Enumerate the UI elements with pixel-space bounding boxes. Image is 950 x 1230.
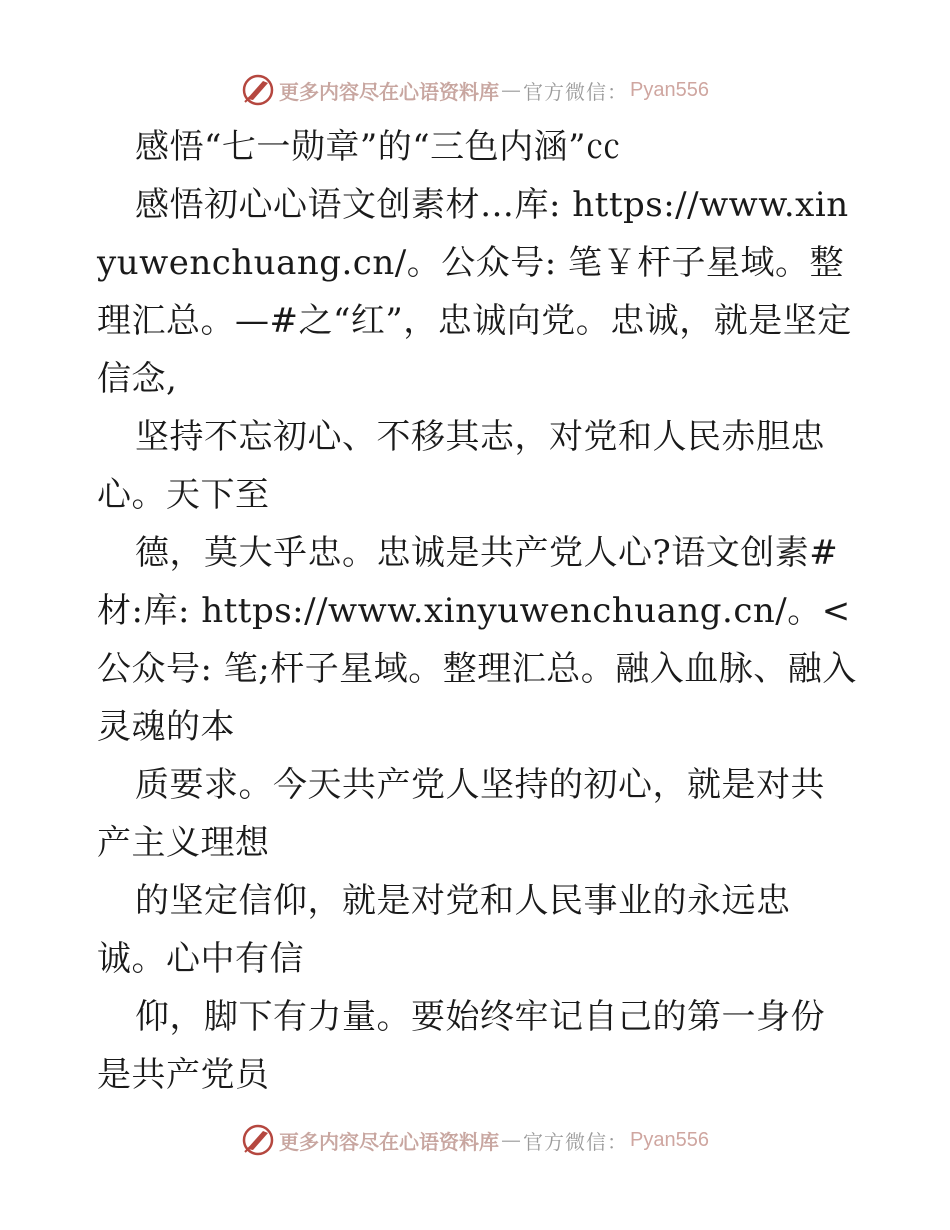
quill-pen-icon xyxy=(241,73,275,107)
footer-watermark-banner xyxy=(0,1120,950,1160)
promo-text: 更多内容尽在心语资料库 xyxy=(279,79,500,104)
paragraph: 德，莫大乎忠。忠诚是共产党人心?语文创素#材:库: https://www.xinyuwenchuang.cn/。<公众号: 笔;杆子星域。整理汇总。融入血脉、融入灵魂的本 xyxy=(97,533,857,747)
separator-dash: — xyxy=(501,78,522,102)
paragraph: 仰，脚下有力量。要始终牢记自己的第一身份是共产党员 xyxy=(97,997,825,1095)
wechat-handle: Pyan556 xyxy=(630,1128,709,1151)
paragraph: 坚持不忘初心、不移其志，对党和人民赤胆忠心。天下至 xyxy=(97,417,825,515)
official-wechat-label: 官方微信： xyxy=(523,79,629,104)
paragraph: 质要求。今天共产党人坚持的初心，就是对共产主义理想 xyxy=(97,765,825,863)
document-title: 感悟“七一勋章”的“三色内涵”㏄ xyxy=(135,127,621,167)
paragraph: 的坚定信仰，就是对党和人民事业的永远忠诚。心中有信 xyxy=(97,881,791,979)
document-body xyxy=(97,118,857,1104)
quill-pen-icon xyxy=(241,1123,275,1157)
header-watermark-banner xyxy=(0,70,950,110)
paragraph: 感悟初心心语文创素材…库: https://www.xinyuwenchuang.cn/。公众号: 笔￥杆子星域。整理汇总。—#之“红”，忠诚向党。忠诚，就是坚定信念, xyxy=(97,185,852,399)
wechat-handle: Pyan556 xyxy=(630,78,709,101)
official-wechat-label: 官方微信： xyxy=(523,1129,629,1154)
promo-text: 更多内容尽在心语资料库 xyxy=(279,1129,500,1154)
separator-dash: — xyxy=(501,1128,522,1152)
